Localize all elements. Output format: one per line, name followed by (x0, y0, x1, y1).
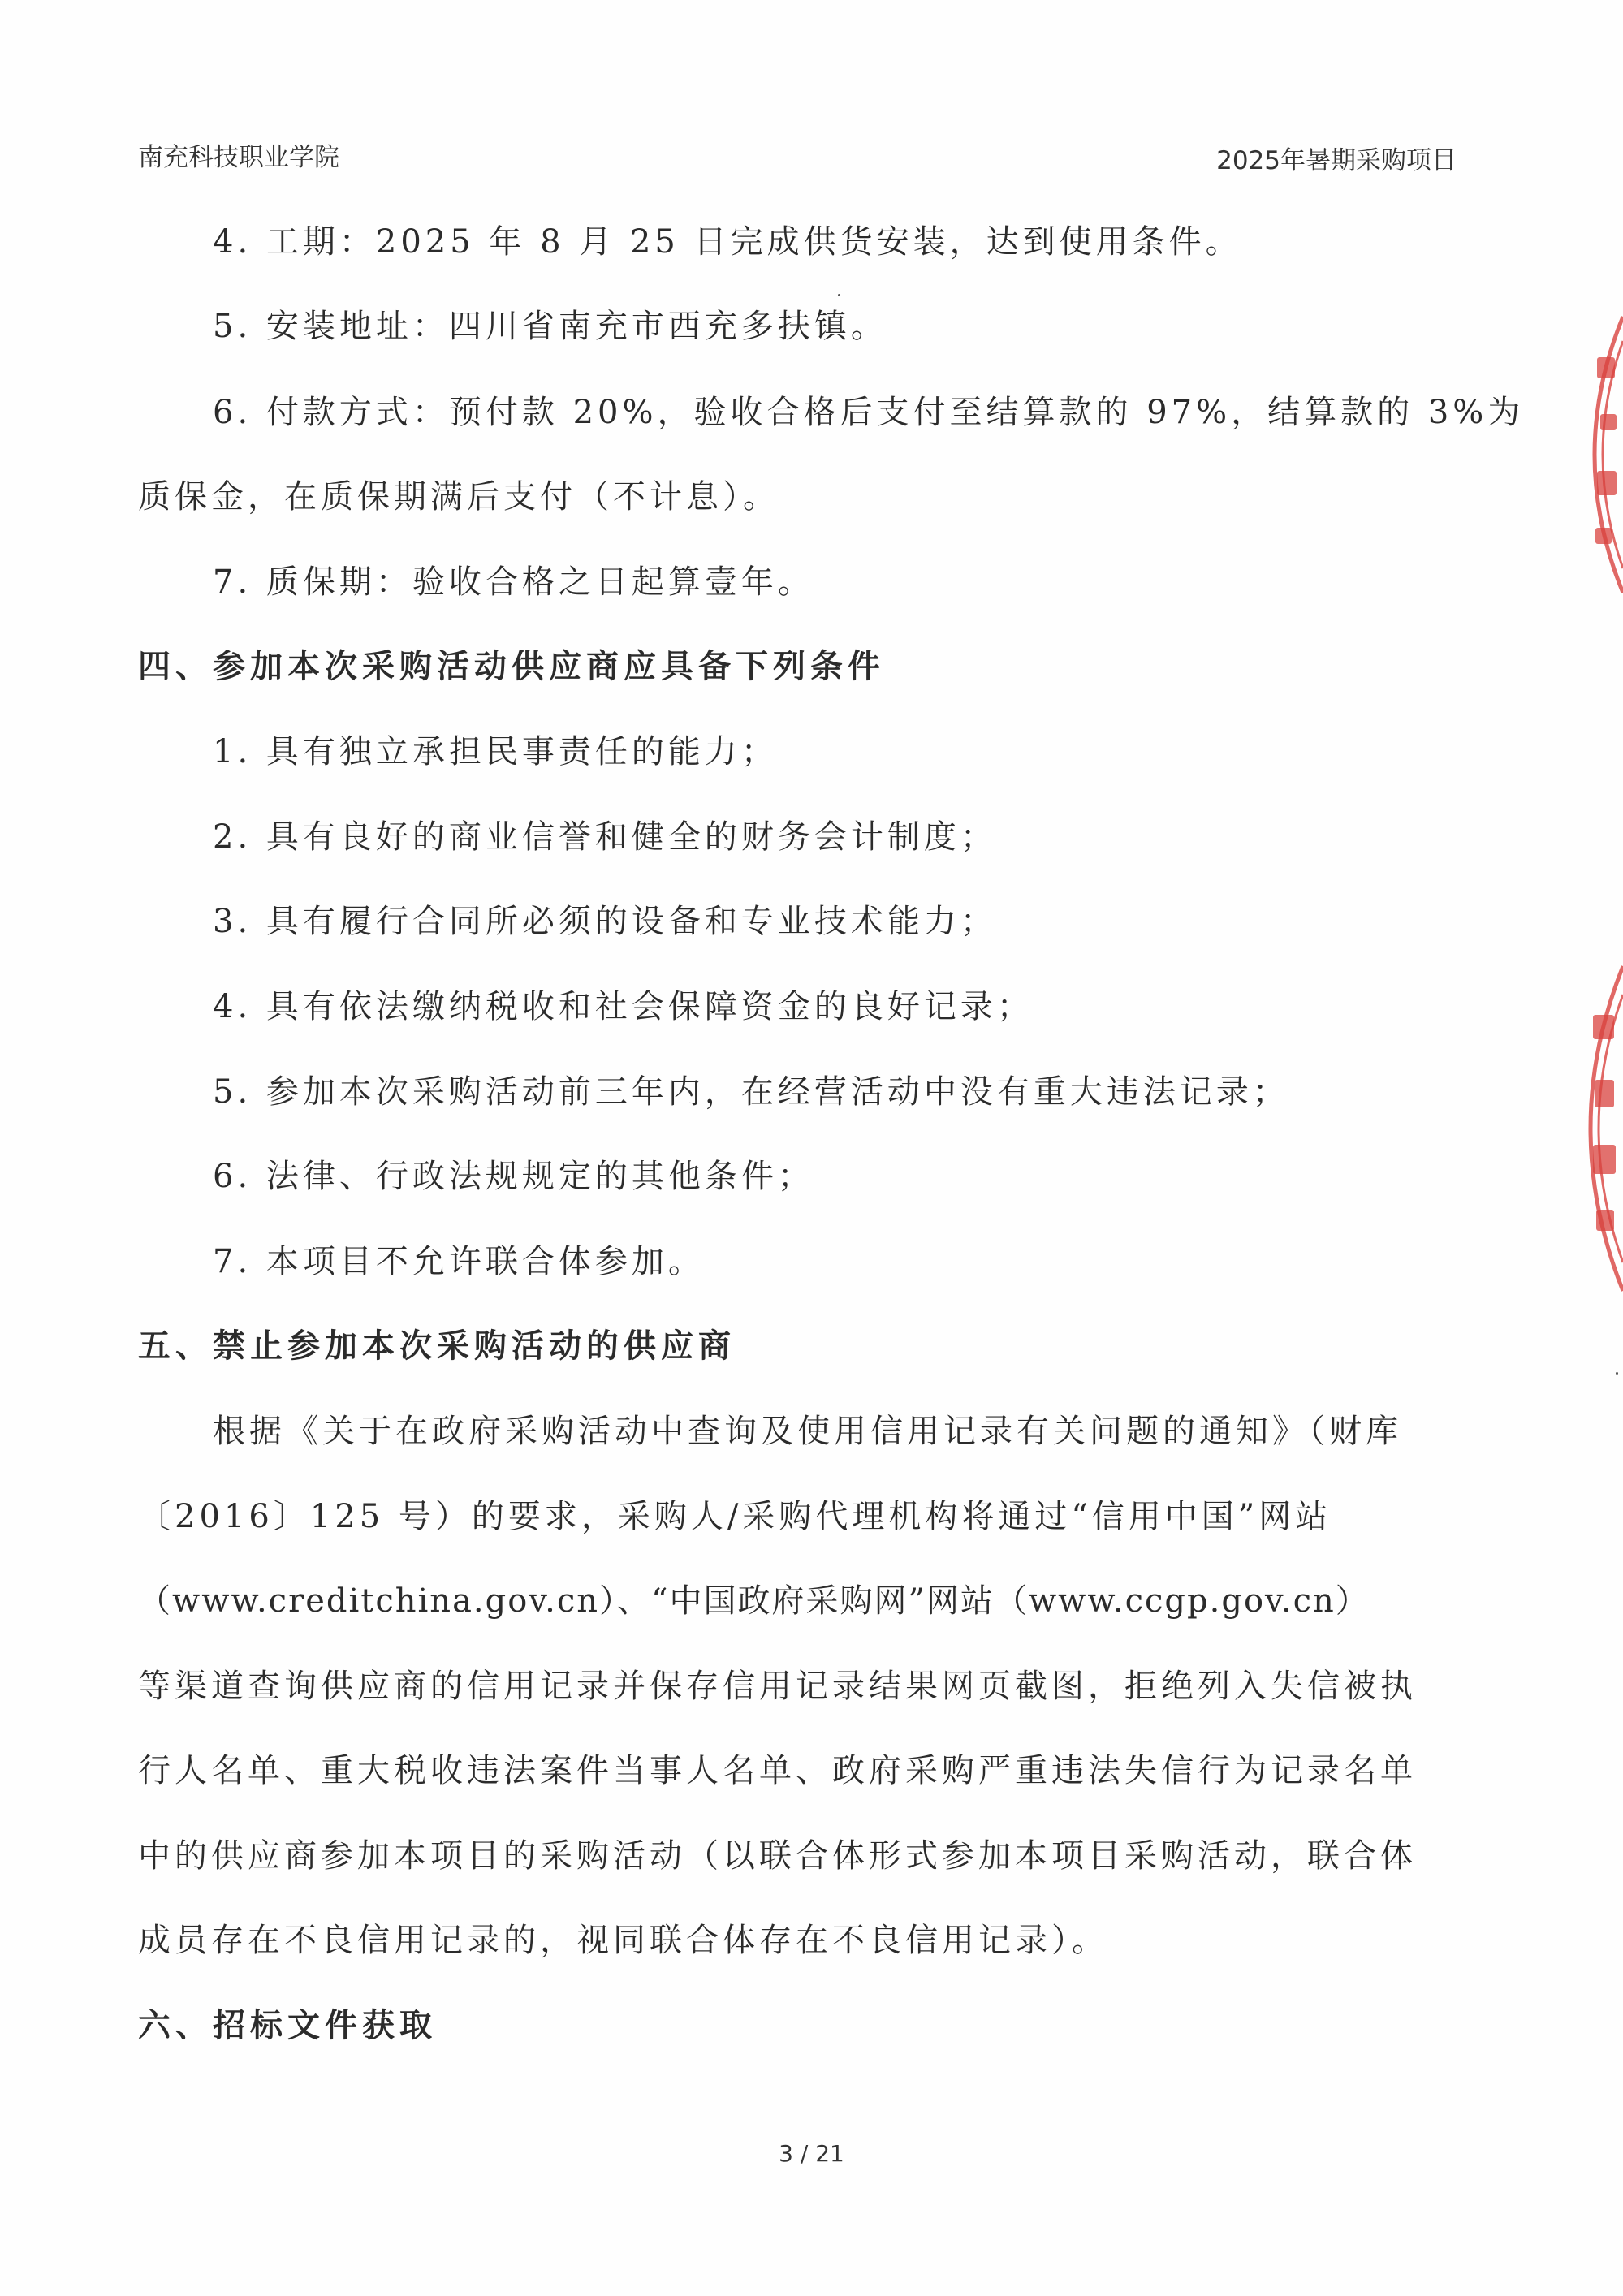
condition-6: 6. 法律、行政法规规定的其他条件； (213, 1158, 814, 1195)
condition-2: 2. 具有良好的商业信誉和健全的财务会计制度； (213, 818, 997, 856)
paragraph-line-2: 〔2016〕125 号）的要求，采购人/采购代理机构将通过“信用中国”网站 (138, 1498, 1332, 1535)
term-warranty: 7. 质保期：验收合格之日起算壹年。 (213, 563, 814, 601)
section-heading-4: 四、参加本次采购活动供应商应具备下列条件 (138, 648, 885, 685)
term-install-address: 5. 安装地址：四川省南充市西充多扶镇。 (213, 308, 887, 345)
paragraph-line-6: 中的供应商参加本项目的采购活动（以联合体形式参加本项目采购活动，联合体 (138, 1837, 1417, 1875)
section-heading-6: 六、招标文件获取 (138, 2007, 437, 2044)
official-seal-top (1566, 309, 1623, 601)
condition-5: 5. 参加本次采购活动前三年内，在经营活动中没有重大违法记录； (213, 1073, 1289, 1111)
scan-dot (838, 294, 840, 296)
paragraph-line-1: 根据《关于在政府采购活动中查询及使用信用记录有关问题的通知》（财库 (213, 1413, 1402, 1450)
page-number: 3 / 21 (779, 2140, 844, 2167)
term-schedule: 4. 工期：2025 年 8 月 25 日完成供货安装，达到使用条件。 (213, 223, 1242, 261)
header-project: 2025年暑期采购项目 (1216, 146, 1457, 175)
condition-7: 7. 本项目不允许联合体参加。 (213, 1243, 705, 1280)
paragraph-line-5: 行人名单、重大税收违法案件当事人名单、政府采购严重违法失信行为记录名单 (138, 1752, 1417, 1789)
condition-1: 1. 具有独立承担民事责任的能力； (213, 733, 778, 770)
header-institution: 南充科技职业学院 (138, 143, 339, 172)
condition-3: 3. 具有履行合同所必须的设备和专业技术能力； (213, 903, 997, 940)
paragraph-line-4: 等渠道查询供应商的信用记录并保存信用记录结果网页截图，拒绝列入失信被执 (138, 1668, 1417, 1705)
scan-dot (1616, 1372, 1618, 1375)
term-payment-cont: 质保金，在质保期满后支付（不计息）。 (138, 478, 779, 516)
term-payment: 6. 付款方式：预付款 20%，验收合格后支付至结算款的 97%，结算款的 3%为 (213, 394, 1525, 431)
condition-4: 4. 具有依法缴纳税收和社会保障资金的良好记录； (213, 988, 1034, 1025)
paragraph-line-7: 成员存在不良信用记录的，视同联合体存在不良信用记录）。 (138, 1922, 1108, 1959)
paragraph-line-3: （www.creditchina.gov.cn）、“中国政府采购网”网站（www.ccgp.gov.cn） (138, 1582, 1370, 1620)
official-seal-middle (1562, 958, 1623, 1299)
section-heading-5: 五、禁止参加本次采购活动的供应商 (138, 1327, 736, 1365)
